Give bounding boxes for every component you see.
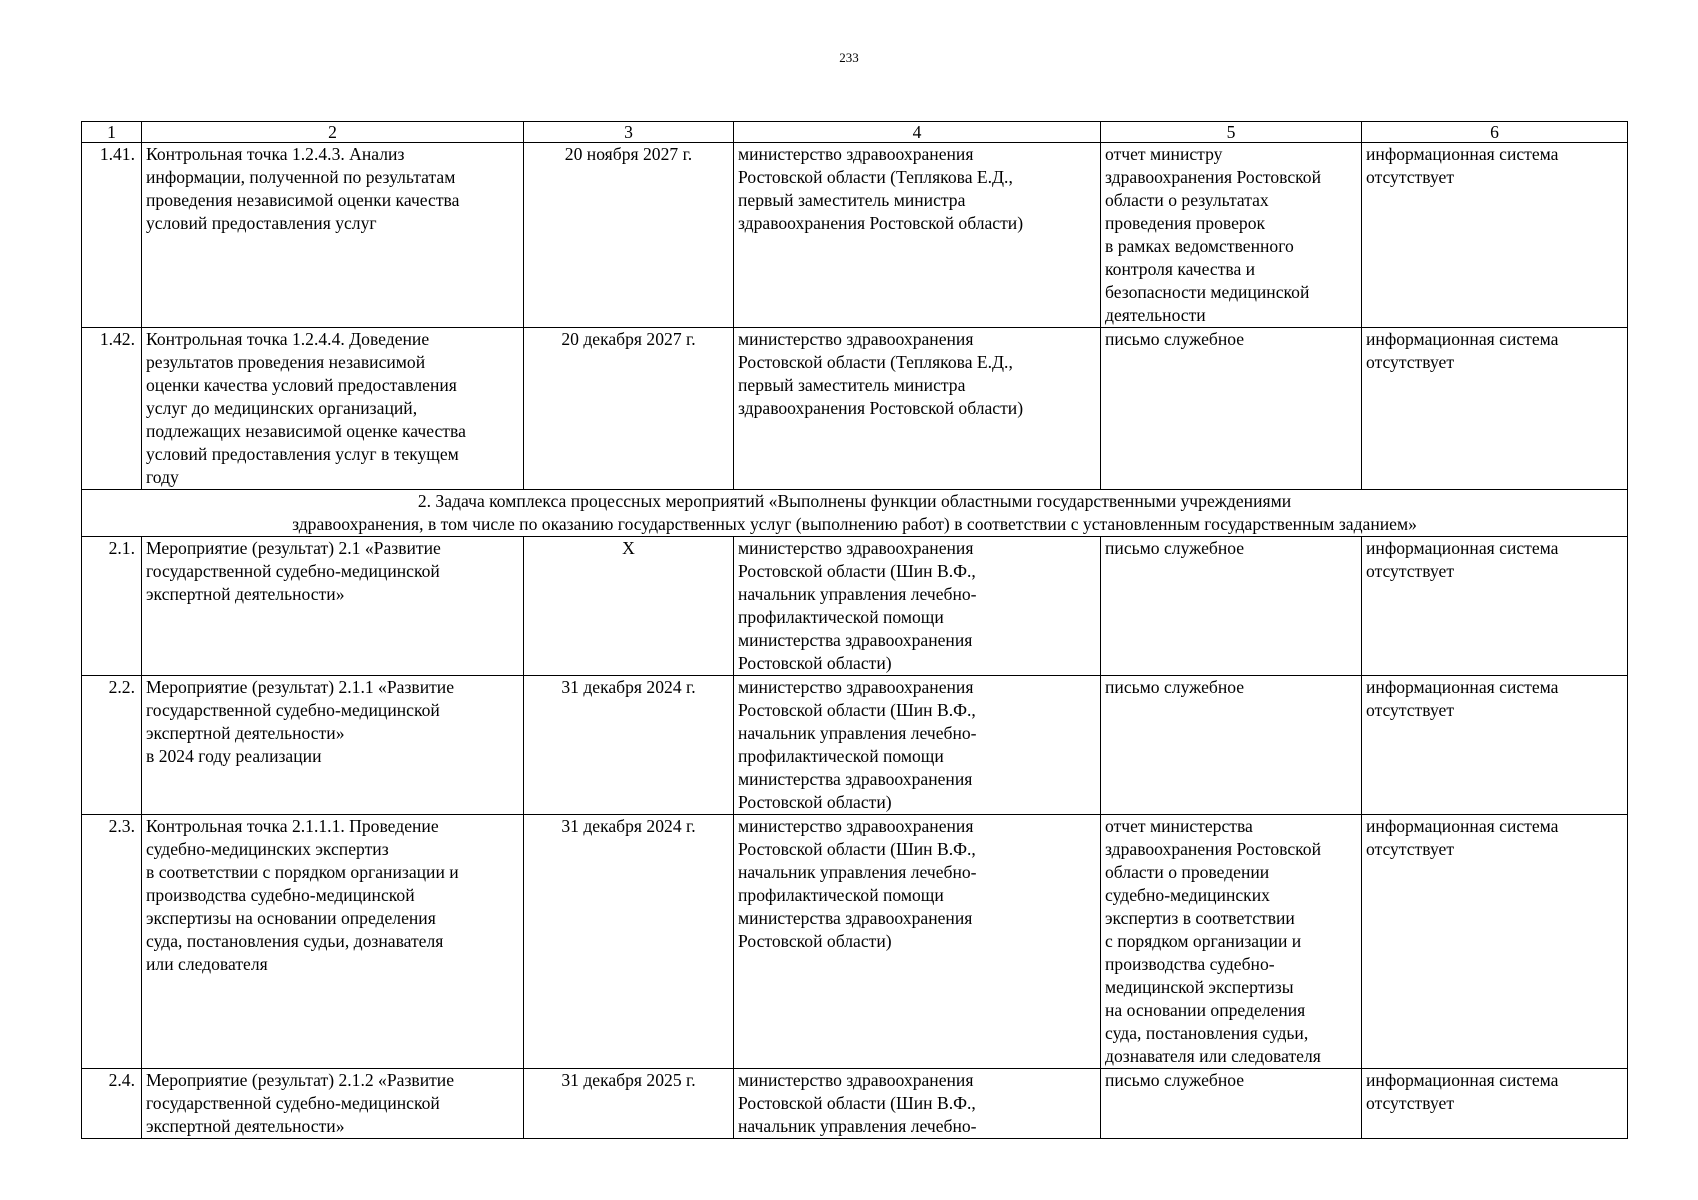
info-system: информационная система отсутствует <box>1362 676 1628 815</box>
event-name: Контрольная точка 1.2.4.4. Доведение результатов проведения независимой оценки качества условий предоставления услуг до медицинских организаций, подлежащих независимой оценке качества условий предоставления услуг в текущем году <box>142 328 524 490</box>
responsible: министерство здравоохранения Ростовской области (Теплякова Е.Д., первый заместитель министра здравоохранения Ростовской области) <box>734 143 1101 328</box>
document-type: письмо служебное <box>1101 1069 1362 1139</box>
document-type: письмо служебное <box>1101 328 1362 490</box>
deadline: Х <box>524 537 734 676</box>
column-header: 6 <box>1362 122 1628 143</box>
responsible: министерство здравоохранения Ростовской области (Теплякова Е.Д., первый заместитель министра здравоохранения Ростовской области) <box>734 328 1101 490</box>
table-header-row <box>82 122 1628 143</box>
document-type: письмо служебное <box>1101 537 1362 676</box>
deadline: 31 декабря 2024 г. <box>524 676 734 815</box>
responsible: министерство здравоохранения Ростовской области (Шин В.Ф., начальник управления лечебно- профилактической помощи министерства здравоохранения Ростовской области) <box>734 537 1101 676</box>
section-title: 2. Задача комплекса процессных мероприятий «Выполнены функции областными государственными учреждениями здравоохранения, в том числе по оказанию государственных услуг (выполнению работ) в соответствии с установленным государственным заданием» <box>82 490 1628 537</box>
row-number: 2.2. <box>82 676 142 815</box>
table-row <box>82 328 1628 490</box>
column-header: 1 <box>82 122 142 143</box>
info-system: информационная система отсутствует <box>1362 815 1628 1069</box>
responsible: министерство здравоохранения Ростовской области (Шин В.Ф., начальник управления лечебно- профилактической помощи министерства здравоохранения Ростовской области) <box>734 815 1101 1069</box>
column-header: 5 <box>1101 122 1362 143</box>
event-name: Мероприятие (результат) 2.1.2 «Развитие государственной судебно-медицинской экспертной деятельности» <box>142 1069 524 1139</box>
row-number: 1.42. <box>82 328 142 490</box>
column-header: 4 <box>734 122 1101 143</box>
document-type: отчет министру здравоохранения Ростовской области о результатах проведения проверок в рамках ведомственного контроля качества и безопасности медицинской деятельности <box>1101 143 1362 328</box>
row-number: 2.1. <box>82 537 142 676</box>
row-number: 1.41. <box>82 143 142 328</box>
responsible: министерство здравоохранения Ростовской области (Шин В.Ф., начальник управления лечебно- профилактической помощи министерства здравоохранения Ростовской области) <box>734 676 1101 815</box>
deadline: 31 декабря 2024 г. <box>524 815 734 1069</box>
table-row <box>82 815 1628 1069</box>
document-type: отчет министерства здравоохранения Ростовской области о проведении судебно-медицинских экспертиз в соответствии с порядком организации и производства судебно- медицинской экспертизы на основании определения суда, постановления судьи, дознавателя или следователя <box>1101 815 1362 1069</box>
responsible: министерство здравоохранения Ростовской области (Шин В.Ф., начальник управления лечебно- <box>734 1069 1101 1139</box>
row-number: 2.4. <box>82 1069 142 1139</box>
event-name: Контрольная точка 1.2.4.3. Анализ информации, полученной по результатам проведения независимой оценки качества условий предоставления услуг <box>142 143 524 328</box>
table-row <box>82 537 1628 676</box>
info-system: информационная система отсутствует <box>1362 537 1628 676</box>
event-name: Мероприятие (результат) 2.1.1 «Развитие государственной судебно-медицинской экспертной деятельности» в 2024 году реализации <box>142 676 524 815</box>
document-type: письмо служебное <box>1101 676 1362 815</box>
deadline: 20 ноября 2027 г. <box>524 143 734 328</box>
deadline: 20 декабря 2027 г. <box>524 328 734 490</box>
event-name: Мероприятие (результат) 2.1 «Развитие государственной судебно-медицинской экспертной деятельности» <box>142 537 524 676</box>
row-number: 2.3. <box>82 815 142 1069</box>
plan-table <box>81 121 1628 1139</box>
page-number: 233 <box>839 50 859 65</box>
column-header: 3 <box>524 122 734 143</box>
section-row <box>82 490 1628 537</box>
event-name: Контрольная точка 2.1.1.1. Проведение судебно-медицинских экспертиз в соответствии с порядком организации и производства судебно-медицинской экспертизы на основании определения суда, постановления судьи, дознавателя или следователя <box>142 815 524 1069</box>
table-row <box>82 1069 1628 1139</box>
table-row <box>82 676 1628 815</box>
info-system: информационная система отсутствует <box>1362 143 1628 328</box>
info-system: информационная система отсутствует <box>1362 1069 1628 1139</box>
column-header: 2 <box>142 122 524 143</box>
info-system: информационная система отсутствует <box>1362 328 1628 490</box>
table-row <box>82 143 1628 328</box>
deadline: 31 декабря 2025 г. <box>524 1069 734 1139</box>
